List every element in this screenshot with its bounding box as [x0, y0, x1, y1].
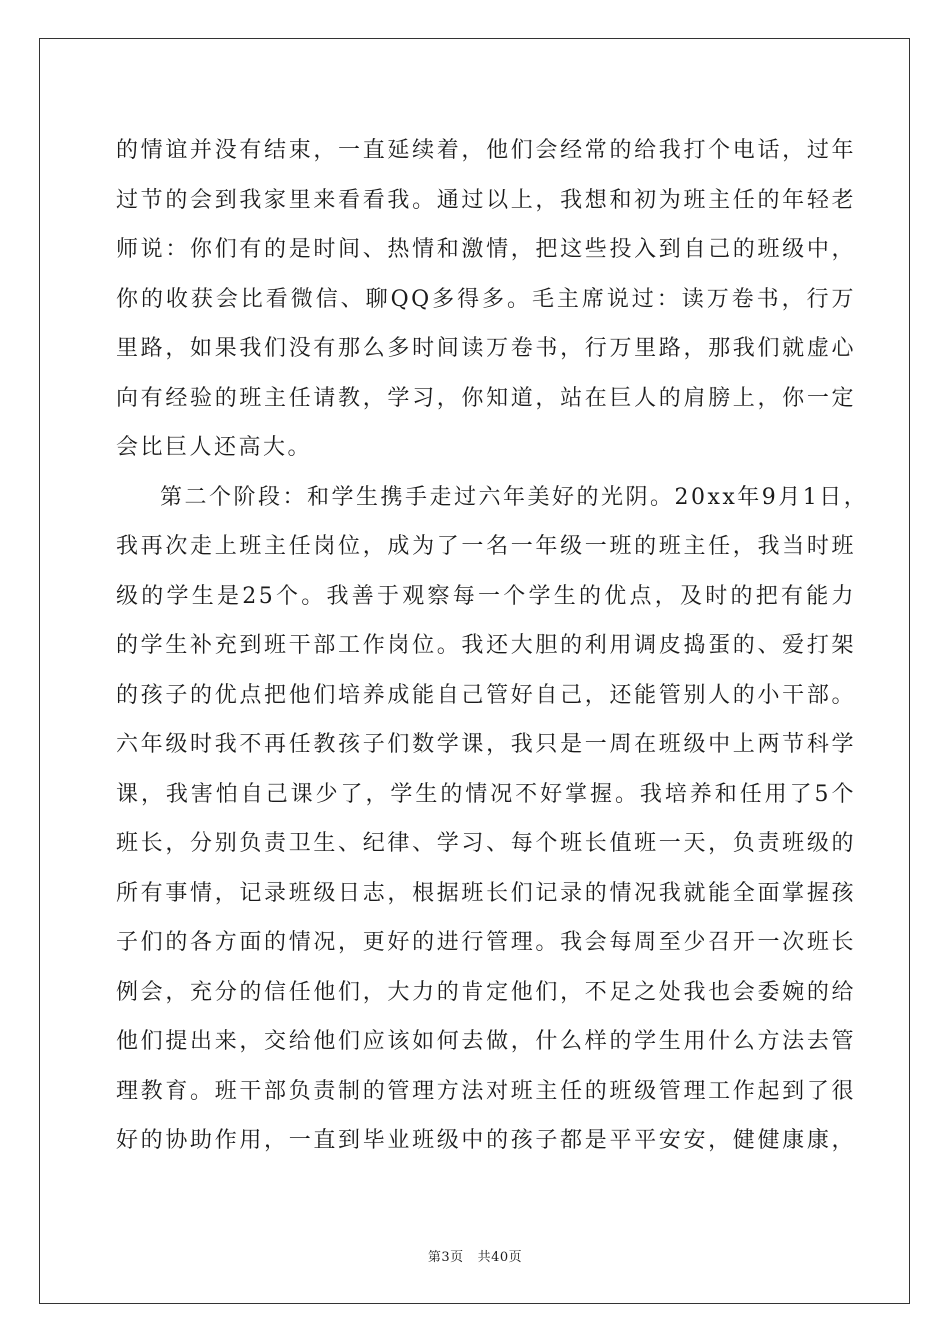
text-line: 向有经验的班主任请教，学习，你知道，站在巨人的肩膀上，你一定	[116, 385, 856, 411]
text-line: 里路，如果我们没有那么多时间读万卷书，行万里路，那我们就虚心	[116, 336, 856, 361]
text-line: 过节的会到我家里来看看我。通过以上，我想和初为班主任的年轻老	[116, 187, 856, 213]
text-line: 班长，分别负责卫生、纪律、学习、每个班长值班一天，负责班级的	[116, 831, 856, 856]
text-line: 子们的各方面的情况，更好的进行管理。我会每周至少召开一次班长	[116, 930, 856, 955]
text-line: 的情谊并没有结束，一直延续着，他们会经常的给我打个电话，过年	[116, 138, 856, 163]
text-line: 好的协助作用，一直到毕业班级中的孩子都是平平安安，健健康康，	[116, 1128, 856, 1153]
text-line: 例会，充分的信任他们，大力的肯定他们，不足之处我也会委婉的给	[116, 979, 856, 1005]
text-line: 课，我害怕自己课少了，学生的情况不好掌握。我培养和任用了5个	[116, 781, 856, 807]
document-body	[116, 126, 869, 1215]
text-line: 理教育。班干部负责制的管理方法对班主任的班级管理工作起到了很	[116, 1078, 856, 1104]
total-pages: 共40页	[477, 1250, 523, 1265]
footer-separator	[464, 1250, 478, 1265]
page-footer	[0, 1246, 950, 1265]
text-line: 你的收获会比看微信、聊QQ多得多。毛主席说过：读万卷书，行万	[116, 286, 856, 312]
text-line: 第二个阶段：和学生携手走过六年美好的光阴。20xx年9月1日，	[160, 484, 869, 510]
text-line: 的学生补充到班干部工作岗位。我还大胆的利用调皮捣蛋的、爱打架	[116, 633, 856, 658]
text-line: 我再次走上班主任岗位，成为了一名一年级一班的班主任，我当时班	[116, 534, 856, 559]
text-line: 的孩子的优点把他们培养成能自己管好自己，还能管别人的小干部。	[116, 682, 856, 708]
text-line	[116, 1166, 856, 1216]
text-line: 师说：你们有的是时间、热情和激情，把这些投入到自己的班级中，	[116, 237, 856, 262]
text-line: 所有事情，记录班级日志，根据班长们记录的情况我就能全面掌握孩	[116, 880, 856, 906]
current-page-number: 第3页	[427, 1250, 464, 1265]
text-line: 级的学生是25个。我善于观察每一个学生的优点，及时的把有能力	[116, 583, 856, 609]
text-line: 六年级时我不再任教孩子们数学课，我只是一周在班级中上两节科学	[116, 732, 856, 757]
text-line: 他们提出来，交给他们应该如何去做，什么样的学生用什么方法去管	[116, 1029, 856, 1054]
text-line: 会比巨人还高大。	[116, 435, 313, 460]
